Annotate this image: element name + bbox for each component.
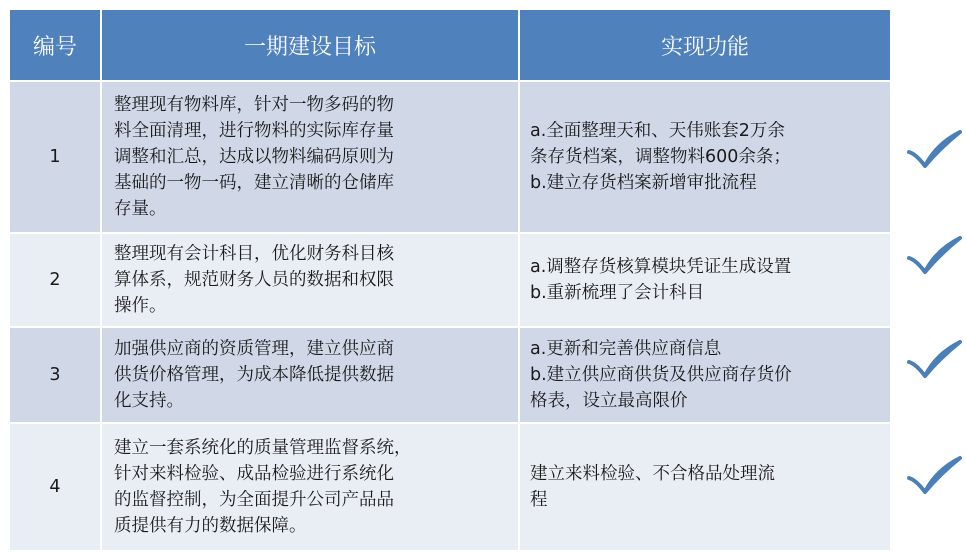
goal-line: 整理现有会计科目，优化财务科目核 <box>114 244 394 264</box>
goal-line: 质提供有力的数据保障。 <box>114 516 307 536</box>
goal-line: 算体系，规范财务人员的数据和权限 <box>114 270 394 290</box>
goal-line: 针对来料检验、成品检验进行系统化 <box>114 464 394 484</box>
row-number: 1 <box>9 81 101 233</box>
table-row <box>9 327 891 423</box>
function-line: a.调整存货核算模块凭证生成设置 <box>530 257 792 277</box>
function-line: b.重新梳理了会计科目 <box>530 283 705 303</box>
header-function: 实现功能 <box>519 9 891 81</box>
goal-line: 加强供应商的资质管理，建立供应商 <box>114 339 394 359</box>
row-number: 2 <box>9 233 101 327</box>
function-cell <box>519 327 891 423</box>
goal-line: 整理现有物料库，针对一物多码的物 <box>114 95 394 115</box>
goal-cell <box>101 423 519 551</box>
goal-cell <box>101 327 519 423</box>
row-number: 3 <box>9 327 101 423</box>
header-number: 编号 <box>9 9 101 81</box>
header-goal: 一期建设目标 <box>101 9 519 81</box>
goal-line: 存量。 <box>114 199 167 219</box>
function-line: 条存货档案，调整物料600余条； <box>530 147 791 167</box>
row-number: 4 <box>9 423 101 551</box>
table-row <box>9 233 891 327</box>
goal-line: 基础的一物一码，建立清晰的仓储库 <box>114 173 394 193</box>
checkmark-icon <box>906 236 962 276</box>
function-line: 格表，设立最高限价 <box>530 391 688 411</box>
checkmark-icon <box>906 456 962 496</box>
goal-line: 料全面清理，进行物料的实际库存量 <box>114 121 394 141</box>
function-cell <box>519 81 891 233</box>
project-goals-table <box>8 8 892 552</box>
table-row <box>9 423 891 551</box>
table-row <box>9 81 891 233</box>
goal-line: 操作。 <box>114 296 167 316</box>
goal-line: 化支持。 <box>114 391 184 411</box>
function-line: 程 <box>530 490 548 510</box>
goal-cell <box>101 233 519 327</box>
goal-line: 供货价格管理，为成本降低提供数据 <box>114 365 394 385</box>
function-cell <box>519 423 891 551</box>
function-line: b.建立存货档案新增审批流程 <box>530 173 757 193</box>
table-header-row <box>9 9 891 81</box>
function-line: 建立来料检验、不合格品处理流 <box>530 464 775 484</box>
function-line: b.建立供应商供货及供应商存货价 <box>530 365 792 385</box>
function-line: a.更新和完善供应商信息 <box>530 339 722 359</box>
checkmark-icon <box>906 130 962 170</box>
goal-line: 建立一套系统化的质量管理监督系统， <box>114 438 412 458</box>
goal-cell <box>101 81 519 233</box>
checkmark-icon <box>906 340 962 380</box>
goal-line: 调整和汇总，达成以物料编码原则为 <box>114 147 394 167</box>
function-cell <box>519 233 891 327</box>
goal-line: 的监督控制，为全面提升公司产品品 <box>114 490 394 510</box>
project-goals-table-container <box>8 8 890 544</box>
function-line: a.全面整理天和、天伟账套2万余 <box>530 121 785 141</box>
